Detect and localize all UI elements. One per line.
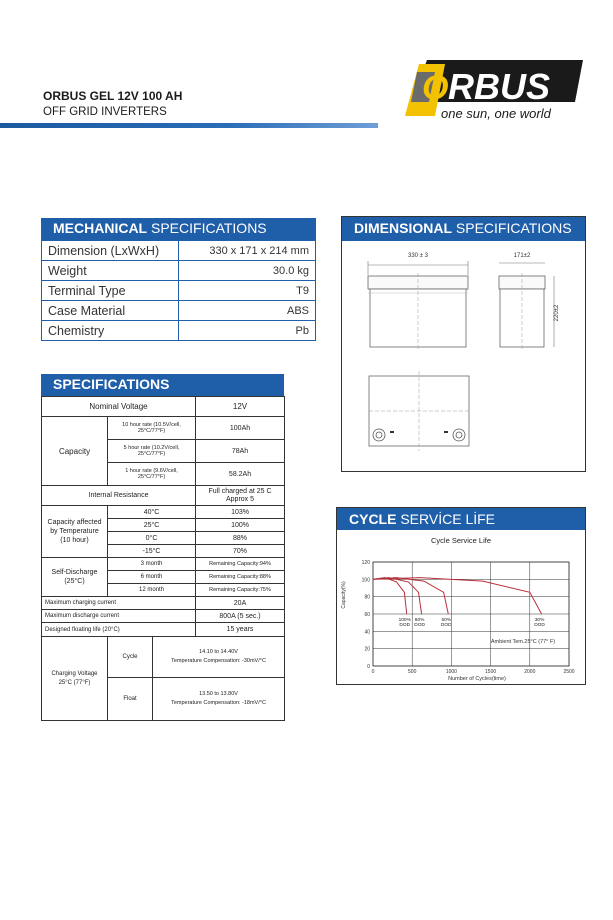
floating-life-label: Designed floating life (20°C) <box>42 623 196 637</box>
x-tick-label: 1500 <box>485 669 497 675</box>
temp-capacity-line3: (10 hour) <box>60 537 89 544</box>
x-axis-label: Number of Cycles(time) <box>448 676 506 682</box>
cycle-line2: Temperature Compensation: -30mV/°C <box>171 658 266 664</box>
temp-capacity-value: 70% <box>196 545 285 558</box>
cycle-chart <box>337 530 585 684</box>
table-row <box>42 281 316 301</box>
dimension-label: Dimension (LxWxH) <box>42 241 179 261</box>
table-row <box>42 486 285 506</box>
specifications <box>41 374 284 721</box>
float-subtable <box>108 678 284 720</box>
capacity-rate: 1 hour rate (9.6V/cell, 25°C/77°F) <box>108 463 196 486</box>
battery-drawing <box>342 241 585 471</box>
table-row <box>108 678 284 720</box>
table-row <box>42 417 285 440</box>
cycle-value <box>153 637 285 677</box>
y-tick-label: 40 <box>364 629 370 636</box>
cycle-subtable <box>108 637 284 677</box>
temp-value: 40°C <box>108 506 196 519</box>
cycle-service-life <box>336 507 586 685</box>
terminal-label: Terminal Type <box>42 281 179 301</box>
float-line2: Temperature Compensation: -18mV/°C <box>171 700 266 706</box>
weight-label: Weight <box>42 261 179 281</box>
cycle-cell <box>108 637 285 678</box>
page-subtitle: OFF GRID INVERTERS <box>43 106 167 118</box>
temp-capacity-line1: Capacity affected <box>47 519 102 526</box>
y-axis-label: Capacity(%) <box>341 581 347 609</box>
temp-capacity-value: 88% <box>196 532 285 545</box>
discharge-period: 6 month <box>108 571 196 584</box>
self-discharge-line2: (25°C) <box>64 578 85 585</box>
x-tick-label: 2000 <box>524 669 536 675</box>
table-row <box>108 637 284 677</box>
series-label: 100% <box>398 618 411 623</box>
temp-value: 0°C <box>108 532 196 545</box>
temp-capacity-line2: by Temperature <box>50 528 99 535</box>
self-discharge-label <box>42 558 108 597</box>
case-material-label: Case Material <box>42 301 179 321</box>
max-charging-label: Maximum charging current <box>42 597 196 610</box>
dimensional-title-rest: SPECIFICATIONS <box>455 220 572 236</box>
internal-resistance-line1: Full charged at 25 C <box>208 487 272 495</box>
table-row <box>42 637 285 678</box>
chart-annotation: Ambient Tem.25°C (77° F) <box>490 639 556 645</box>
max-discharge-label: Maximum discharge current <box>42 610 196 623</box>
max-charging-value: 20A <box>196 597 285 610</box>
specifications-table <box>41 396 285 721</box>
x-tick-label: 500 <box>408 669 417 675</box>
capacity-label: Capacity <box>42 417 108 486</box>
case-material-value: ABS <box>179 301 316 321</box>
series-label: 50% <box>441 618 452 623</box>
length-label: 330 ± 3 <box>408 253 428 259</box>
cycle-title-bold: CYCLE <box>349 511 397 527</box>
height-label: 220±2 <box>554 304 560 322</box>
discharge-value: Remaining Capacity:75% <box>196 584 285 597</box>
table-row <box>42 261 316 281</box>
table-row <box>42 301 316 321</box>
float-value <box>153 678 285 720</box>
y-tick-label: 120 <box>361 560 370 566</box>
chemistry-value: Pb <box>179 321 316 341</box>
series-line <box>373 578 542 614</box>
table-row <box>42 321 316 341</box>
series-label-dod: DOD <box>534 623 545 628</box>
cycle-title-rest: SERVİCE LİFE <box>400 511 496 527</box>
cycle-header <box>337 508 585 530</box>
orbus-logo-graphic <box>405 58 585 122</box>
discharge-period: 3 month <box>108 558 196 571</box>
floating-life-value: 15 years <box>196 623 285 637</box>
logo-o: O <box>422 69 449 107</box>
discharge-value: Remaining Capacity:88% <box>196 571 285 584</box>
header-divider <box>0 123 378 128</box>
series-label: 80% <box>414 618 425 623</box>
table-row <box>42 623 285 637</box>
discharge-period: 12 month <box>108 584 196 597</box>
charging-voltage-label <box>42 637 108 721</box>
max-discharge-value: 800A (5 sec.) <box>196 610 285 623</box>
nominal-voltage-label: Nominal Voltage <box>42 397 196 417</box>
table-row <box>42 506 285 519</box>
temp-value: 25°C <box>108 519 196 532</box>
dimension-value: 330 x 171 x 214 mm <box>179 241 316 261</box>
cycle-label: Cycle <box>108 637 153 677</box>
chart-title: Cycle Service Life <box>430 536 492 545</box>
charging-voltage-line2: 25°C (77°F) <box>58 679 91 686</box>
logo-tagline: one sun, one world <box>441 106 551 121</box>
logo-wordmark: RBUS <box>448 66 551 107</box>
y-tick-label: 0 <box>367 664 370 670</box>
cycle-line1: 14.10 to 14.40V <box>199 649 238 655</box>
capacity-value: 78Ah <box>196 440 285 463</box>
temp-value: -15°C <box>108 545 196 558</box>
capacity-value: 100Ah <box>196 417 285 440</box>
mechanical-table <box>41 240 316 341</box>
float-label: Float <box>108 678 153 720</box>
terminal-value: T9 <box>179 281 316 301</box>
table-row <box>42 558 285 571</box>
float-line1: 13.50 to 13.80V <box>199 691 238 697</box>
dimensional-header <box>342 217 585 241</box>
float-cell <box>108 678 285 721</box>
capacity-value: 58.2Ah <box>196 463 285 486</box>
x-tick-label: 2500 <box>563 669 575 675</box>
dimensional-title-bold: DIMENSIONAL <box>354 220 452 236</box>
mechanical-specifications <box>41 218 316 341</box>
y-tick-label: 60 <box>364 612 370 618</box>
width-label: 171±2 <box>513 253 531 259</box>
mechanical-title-rest: SPECIFICATIONS <box>151 220 267 236</box>
x-tick-label: 1000 <box>445 669 457 675</box>
self-discharge-line1: Self-Discharge <box>51 569 98 576</box>
internal-resistance-value <box>196 486 285 506</box>
discharge-value: Remaining Capacity:94% <box>196 558 285 571</box>
temp-capacity-value: 103% <box>196 506 285 519</box>
table-row <box>42 597 285 610</box>
table-row <box>42 241 316 261</box>
series-label-dod: DOD <box>440 623 452 628</box>
page-title: ORBUS GEL 12V 100 AH <box>43 89 183 103</box>
temp-capacity-value: 100% <box>196 519 285 532</box>
specifications-title: SPECIFICATIONS <box>53 376 170 392</box>
table-row <box>42 610 285 623</box>
series-line <box>373 578 407 614</box>
orbus-logo <box>405 58 585 122</box>
series-label-dod: DOD <box>414 623 425 628</box>
y-tick-label: 80 <box>364 594 370 601</box>
mechanical-header <box>41 218 316 240</box>
nominal-voltage-value: 12V <box>196 397 285 417</box>
y-tick-label: 20 <box>364 646 370 653</box>
internal-resistance-line2: Approx 5 <box>226 495 255 503</box>
x-tick-label: 0 <box>371 669 375 675</box>
dimensional-specifications <box>341 216 586 472</box>
series-line <box>373 578 448 614</box>
chemistry-label: Chemistry <box>42 321 179 341</box>
internal-resistance-label: Internal Resistance <box>42 486 196 506</box>
capacity-rate: 10 hour rate (10.5V/cell, 25°C/77°F) <box>108 417 196 440</box>
weight-value: 30.0 kg <box>179 261 316 281</box>
charging-voltage-line1: Charging Voltage <box>51 670 98 677</box>
mechanical-title-bold: MECHANICAL <box>53 220 148 236</box>
capacity-rate: 5 hour rate (10.2V/cell, 25°C/77°F) <box>108 440 196 463</box>
temp-capacity-label <box>42 506 108 558</box>
series-label-dod: DOD <box>399 623 411 628</box>
specifications-header <box>41 374 284 396</box>
series-label: 30% <box>534 618 545 623</box>
y-tick-label: 100 <box>361 577 370 584</box>
table-row <box>42 397 285 417</box>
